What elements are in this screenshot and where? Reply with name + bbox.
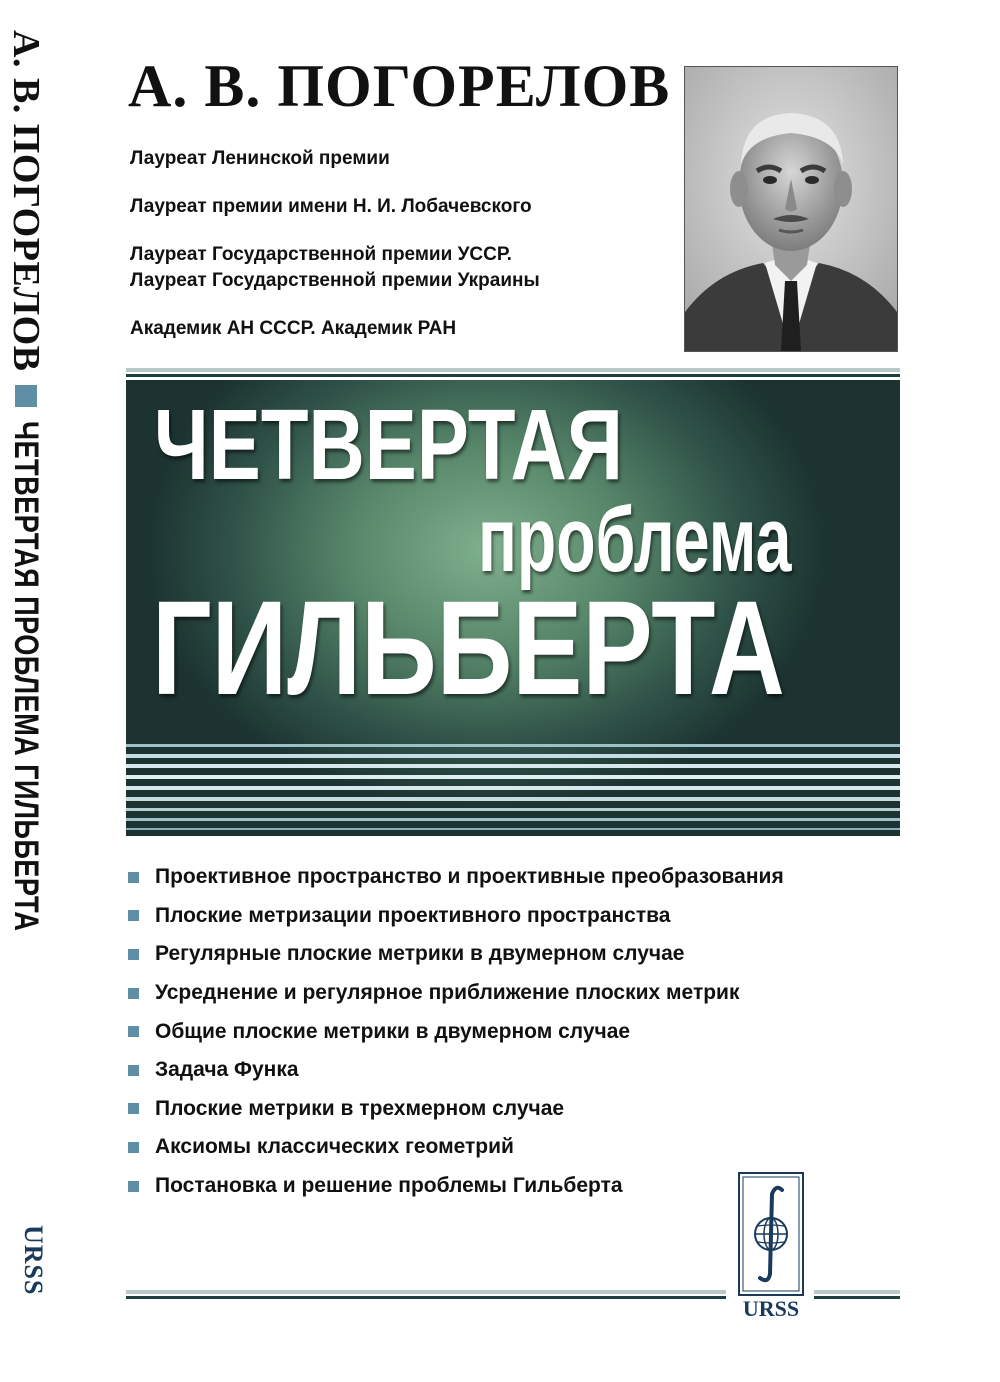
award-item: Лауреат Государственной премии УССР. [130,244,512,265]
topic-item [128,1012,908,1051]
topic-item [128,974,908,1013]
title-line-2: проблема [478,489,792,591]
book-spine [0,0,52,1382]
title-panel-rule-light [126,368,900,372]
awards-list [130,146,670,342]
topic-label: Усреднение и регулярное приближение плоских метрик [155,981,740,1005]
bullet-square-icon [128,1103,139,1114]
topic-label: Аксиомы классических геометрий [155,1135,514,1159]
author-portrait-photo [684,66,898,352]
spine-publisher: URSS [19,1225,48,1296]
title-panel-rule-dark [126,374,900,377]
spine-author: А. В. ПОГОРЕЛОВ [5,30,47,372]
spine-title: ЧЕТВЕРТАЯ ПРОБЛЕМА ГИЛЬБЕРТА [7,421,46,932]
portrait-illustration-icon [685,67,897,351]
topic-item [128,935,908,974]
topic-label: Регулярные плоские метрики в двумерном случае [155,942,685,966]
award-item: Лауреат премии имени Н. И. Лобачевского [130,196,532,217]
publisher-logo-text: URSS [742,1296,800,1321]
bottom-rule-light [126,1290,726,1294]
cover-author: А. В. ПОГОРЕЛОВ [128,53,671,119]
topic-item [128,858,908,897]
award-item: Лауреат Ленинской премии [130,148,390,169]
title-line-1: ЧЕТВЕРТАЯ [154,389,623,501]
topics-list [128,858,908,1205]
bullet-square-icon [128,1026,139,1037]
bullet-square-icon [128,949,139,960]
spine-text [4,30,48,1059]
urss-integral-globe-logo [738,1172,804,1296]
bullet-square-icon [128,1065,139,1076]
bullet-square-icon [128,910,139,921]
bottom-rule-light-right [814,1290,900,1294]
award-item: Лауреат Государственной премии Украины [130,270,540,291]
bullet-square-icon [128,872,139,883]
decorative-stripes-icon [126,742,900,836]
topic-label: Постановка и решение проблемы Гильберта [155,1174,623,1198]
topic-item [128,1051,908,1090]
title-line-3: ГИЛЬБЕРТА [152,574,785,723]
topic-label: Проективное пространство и проективные преобразования [155,865,784,889]
bullet-square-icon [128,1181,139,1192]
bottom-rule-dark [126,1296,726,1299]
title-panel [126,380,900,836]
topic-label: Задача Функа [155,1058,299,1082]
bullet-square-icon [128,1142,139,1153]
topic-item [128,1128,908,1167]
topic-label: Плоские метрики в трехмерном случае [155,1096,565,1120]
topic-label: Общие плоские метрики в двумерном случае [155,1019,631,1043]
bottom-rule-dark-right [814,1296,900,1299]
award-item: Академик АН СССР. Академик РАН [130,318,457,339]
bullet-square-icon [128,988,139,999]
spine-square-icon [15,385,37,407]
topic-label: Плоские метризации проективного пространства [155,903,671,927]
topic-item [128,1090,908,1129]
topic-item [128,897,908,936]
